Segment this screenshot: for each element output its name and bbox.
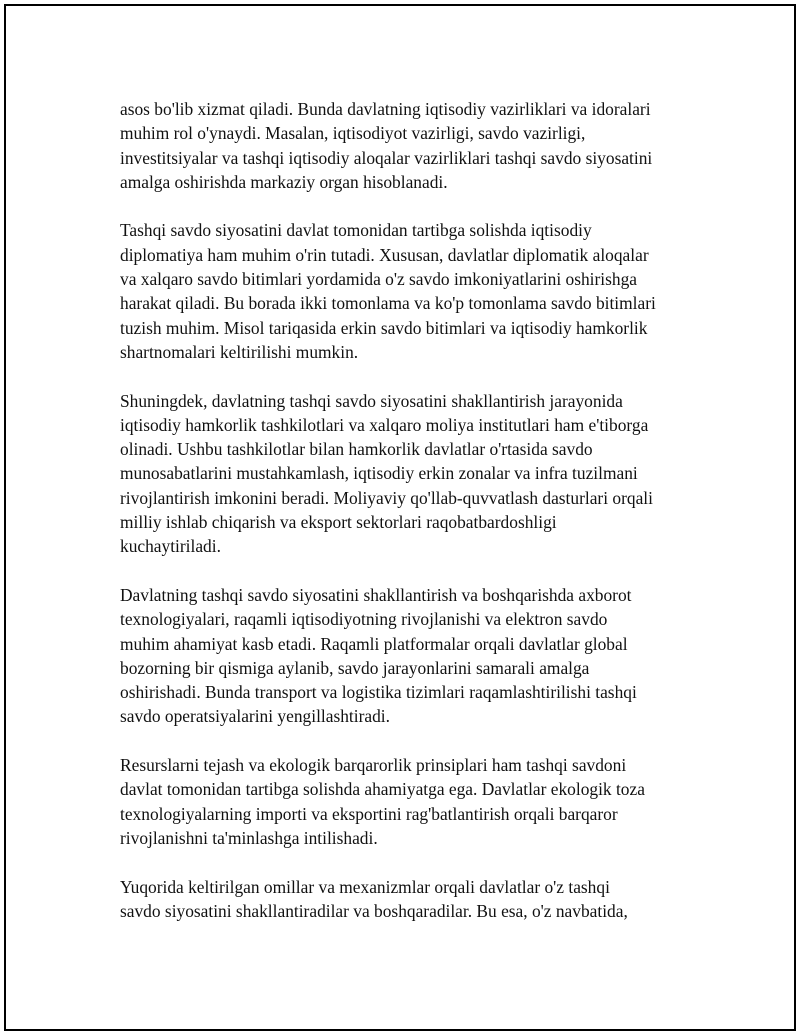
text-line: diplomatiya ham muhim o'rin tutadi. Xususan, davlatlar diplomatik aloqalar (120, 244, 649, 265)
text-line: tuzish muhim. Misol tariqasida erkin savdo bitimlari va iqtisodiy hamkorlik (120, 317, 648, 338)
text-line: olinadi. Ushbu tashkilotlar bilan hamkorlik davlatlar o'rtasida savdo (120, 439, 593, 460)
text-line: asos bo'lib xizmat qiladi. Bunda davlatning iqtisodiy vazirliklari va idoralari (120, 99, 651, 119)
paragraph-6 (120, 875, 710, 924)
text-line: savdo operatsiyalarini yengillashtiradi. (120, 706, 390, 727)
paragraph-4 (120, 583, 710, 729)
paragraph-5 (120, 753, 710, 850)
text-line: amalga oshirishda markaziy organ hisoblanadi. (120, 171, 448, 192)
text-line: texnologiyalari, raqamli iqtisodiyotning rivojlanishi va elektron savdo (120, 609, 608, 630)
page-frame (4, 4, 796, 1031)
text-line: shartnomalari keltirilishi mumkin. (120, 341, 359, 362)
text-line: rivojlantirish imkonini beradi. Moliyaviy qo'llab-quvvatlash dasturlari orqali (120, 487, 653, 508)
text-line: va xalqaro savdo bitimlari yordamida o'z savdo imkoniyatlarini oshirishga (120, 269, 638, 290)
paragraph-2 (120, 218, 710, 364)
paragraph-3 (120, 389, 710, 559)
text-line: Shuningdek, davlatning tashqi savdo siyosatini shakllantirish jarayonida (120, 390, 623, 411)
text-line: savdo siyosatini shakllantiradilar va boshqaradilar. Bu esa, o'z navbatida, (120, 900, 628, 921)
text-line: milliy ishlab chiqarish va eksport sektorlari raqobatbardoshligi (120, 512, 557, 533)
text-line: bozorning bir qismiga aylanib, savdo jarayonlarini samarali amalga (120, 657, 590, 678)
text-line: iqtisodiy hamkorlik tashkilotlari va xalqaro moliya institutlari ham e'tiborga (120, 414, 649, 435)
text-line: investitsiyalar va tashqi iqtisodiy aloqalar vazirliklari tashqi savdo siyosatini (120, 147, 653, 168)
text-line: kuchaytiriladi. (120, 536, 221, 557)
document-body (120, 97, 710, 923)
text-line: munosabatlarini mustahkamlash, iqtisodiy erkin zonalar va infra tuzilmani (120, 463, 638, 484)
text-line: Yuqorida keltirilgan omillar va mexanizmlar orqali davlatlar o'z tashqi (120, 876, 610, 897)
text-line: Tashqi savdo siyosatini davlat tomonidan tartibga solishda iqtisodiy (120, 220, 592, 241)
text-line: texnologiyalarning importi va eksportini rag'batlantirish orqali barqaror (120, 803, 618, 824)
text-line: muhim ahamiyat kasb etadi. Raqamli platformalar orqali davlatlar global (120, 633, 628, 654)
text-line: davlat tomonidan tartibga solishda ahamiyatga ega. Davlatlar ekologik toza (120, 779, 645, 800)
paragraph-1 (120, 97, 710, 194)
text-line: harakat qiladi. Bu borada ikki tomonlama va ko'p tomonlama savdo bitimlari (120, 293, 656, 314)
text-line: muhim rol o'ynaydi. Masalan, iqtisodiyot vazirligi, savdo vazirligi, (120, 123, 586, 144)
text-line: rivojlanishni ta'minlashga intilishadi. (120, 827, 378, 848)
text-line: oshirishadi. Bunda transport va logistika tizimlari raqamlashtirilishi tashqi (120, 682, 637, 703)
text-line: Davlatning tashqi savdo siyosatini shakllantirish va boshqarishda axborot (120, 584, 632, 605)
text-line: Resurslarni tejash va ekologik barqarorlik prinsiplari ham tashqi savdoni (120, 755, 627, 776)
